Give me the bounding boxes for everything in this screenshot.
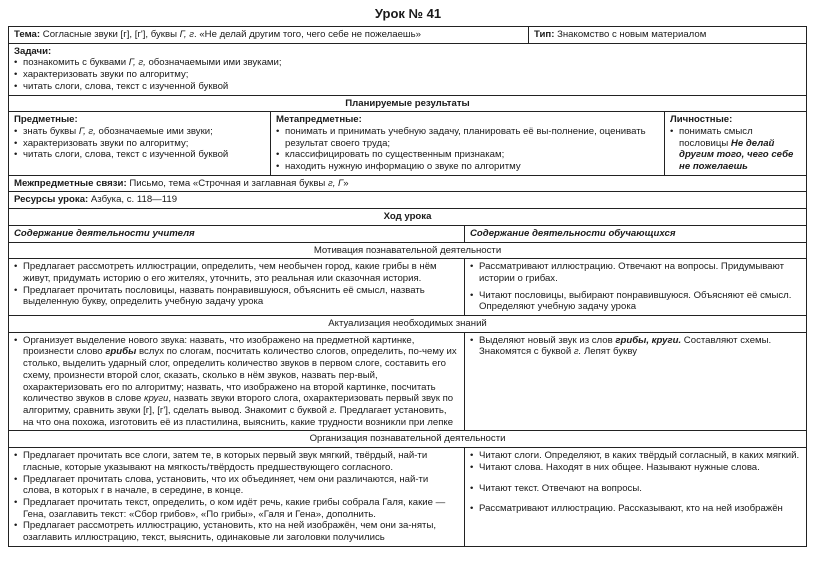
type-label: Тип: xyxy=(534,29,555,40)
student-activity-text: Лепят букву xyxy=(581,346,638,358)
section-title-cognitive-activity: Организация познавательной деятельности xyxy=(9,431,807,448)
lesson-plan-table xyxy=(8,26,807,547)
section-heading-row xyxy=(9,316,807,333)
teacher-activity-item: • Предлагает прочитать слова, установить, что их объединяет, чем они различаются, най-ти слова, в которых г в начале, в середине, в конце. xyxy=(14,474,459,497)
student-activity-text: Выделяют новый звук из слов xyxy=(479,334,616,346)
spacer xyxy=(470,474,801,483)
lesson-title: Урок № 41 xyxy=(374,6,442,21)
teacher-activity-word: круги xyxy=(143,393,169,405)
student-activity-text: Составляют схемы. Знакомятся с буквой xyxy=(479,334,772,358)
task-letters: Г, г, xyxy=(128,57,146,69)
teacher-activity-cell xyxy=(9,332,465,431)
task-text: характеризовать звуки по алгоритму; xyxy=(23,69,189,81)
subject-results-cell xyxy=(9,112,271,176)
subject-result-text: знать буквы xyxy=(23,125,79,137)
personal-result-item xyxy=(670,126,801,173)
student-activity-list xyxy=(470,335,801,358)
teacher-activity-item xyxy=(14,335,459,429)
teacher-activity-list xyxy=(14,261,459,308)
type-text: Знакомство с новым материалом xyxy=(557,29,707,40)
planned-results-row xyxy=(9,112,807,176)
subject-result-letters: Г, г, xyxy=(78,125,96,137)
topic-letters: Г, г xyxy=(179,29,194,40)
section-title-motivation: Мотивация познавательной деятельности xyxy=(9,242,807,259)
resources-label: Ресурсы урока: xyxy=(14,194,89,206)
student-activity-item xyxy=(470,335,801,358)
task-item xyxy=(14,81,801,93)
lesson-flow-heading: Ход урока xyxy=(9,209,807,226)
student-activity-item: • Читают слова. Находят в них общее. Называют нужные слова. xyxy=(470,462,801,474)
spacer xyxy=(470,494,801,503)
section-heading-row xyxy=(9,242,807,259)
meta-result-item: • находить нужную информацию о звуке по алгоритму xyxy=(276,161,659,173)
subject-results-list xyxy=(14,126,265,161)
teacher-activity-cell xyxy=(9,259,465,316)
student-activity-item: • Рассматривают иллюстрацию. Отвечают на вопросы. Придумывают истории о грибах. xyxy=(470,261,801,284)
student-activity-cell xyxy=(465,332,807,431)
task-text: читать слоги, слова, текст с изученной буквой xyxy=(23,80,229,92)
tasks-list xyxy=(14,57,801,92)
section-heading-row xyxy=(9,431,807,448)
meta-results-list xyxy=(276,126,659,173)
meta-results-label: Метапредметные: xyxy=(276,114,362,126)
teacher-activity-list xyxy=(14,335,459,429)
teacher-activity-list xyxy=(14,450,459,544)
student-activity-word: грибы, круги. xyxy=(615,334,682,346)
topic-label: Тема: xyxy=(14,29,41,40)
teacher-activity-text: Предлагает установить, на что она похожа, изготовить её из пластилина, выяснить, какие трудности возникли при лепке xyxy=(23,404,454,428)
planned-results-heading: Планируемые результаты xyxy=(9,95,807,112)
type-cell xyxy=(529,27,807,44)
student-activity-item: • Читают пословицы, выбирают понравившуюся. Объясняют её смысл. Определяют учебную задачу урока xyxy=(470,290,801,313)
task-item xyxy=(14,57,801,69)
interdisciplinary-row xyxy=(9,175,807,192)
teacher-activity-item: • Предлагает рассмотреть иллюстрацию, установить, кто на ней изображён, чем они за-няты, озаглавить иллюстрацию, текст, выяснить, одинаковые ли заголовки получились xyxy=(14,520,459,543)
resources-text: Азбука, с. 118—119 xyxy=(90,194,178,206)
subject-results-label: Предметные: xyxy=(14,114,78,126)
subject-result-text: обозначаемые ими звуки; xyxy=(95,125,213,137)
teacher-activity-item: • Предлагает рассмотреть иллюстрации, определить, чем необычен город, какие грибы в нём живут, придумать историю о его жителях, уточнить, это реальная или сказочная история. xyxy=(14,261,459,284)
student-activity-cell xyxy=(465,259,807,316)
subject-result-text: читать слоги, слова, текст с изученной буквой xyxy=(23,149,229,161)
teacher-column-header: Содержание деятельности учителя xyxy=(9,225,465,242)
section-row-motivation xyxy=(9,259,807,316)
task-text: обозначаемыми ими звуками; xyxy=(145,57,282,69)
student-activity-word: г. xyxy=(573,346,582,358)
planned-results-heading-row xyxy=(9,95,807,112)
topic-text-1: Согласные звуки [г], [г'], буквы xyxy=(42,29,177,40)
topic-row xyxy=(9,27,807,44)
teacher-activity-item: • Предлагает прочитать все слоги, затем те, в которых первый звук мягкий, твёрдый, най-ти гласные, которые указывают на мягкость/твёрдость предшествующего согласного. xyxy=(14,450,459,473)
student-activity-cell xyxy=(465,448,807,547)
student-activity-item: • Рассматривают иллюстрацию. Рассказывают, кто на ней изображён xyxy=(470,503,801,515)
task-text: познакомить с буквами xyxy=(23,57,129,69)
interdisciplinary-text-1: Письмо, тема «Строчная и заглавная буквы xyxy=(129,177,326,189)
subject-result-item xyxy=(14,126,265,138)
personal-results-list xyxy=(670,126,801,173)
personal-result-proverb: Не делай другим того, чего себе не пожелаешь xyxy=(679,137,794,173)
subject-result-text: характеризовать звуки по алгоритму; xyxy=(23,137,189,149)
teacher-activity-cell xyxy=(9,448,465,547)
teacher-activity-text: Организует выделение нового звука: назвать, что изображено на предметной картинке, произнести слово xyxy=(23,334,415,358)
student-activity-item: • Читают слоги. Определяют, в каких твёрдый согласный, в каких мягкий. xyxy=(470,450,801,462)
lesson-flow-columns-row xyxy=(9,225,807,242)
meta-result-item: • классифицировать по существенным признакам; xyxy=(276,149,659,161)
teacher-activity-item: • Предлагает прочитать текст, определить, о ком идёт речь, какие грибы собрала Галя, какие — Гена, озаглавить текст: «Сбор грибов», «По грибы», «Галя и Гена», дополнить. xyxy=(14,497,459,520)
interdisciplinary-label: Межпредметные связи: xyxy=(14,177,127,189)
section-row-actualization xyxy=(9,332,807,431)
personal-result-text: понимать смысл пословицы xyxy=(679,125,753,149)
teacher-activity-word: грибы xyxy=(105,346,137,358)
topic-cell xyxy=(9,27,529,44)
interdisciplinary-letters: г, Г xyxy=(327,177,344,189)
tasks-cell xyxy=(9,43,807,95)
student-activity-list xyxy=(470,450,801,515)
student-activity-item: • Читают текст. Отвечают на вопросы. xyxy=(470,483,801,495)
interdisciplinary-text-2: » xyxy=(343,177,349,189)
tasks-label: Задачи: xyxy=(14,45,52,57)
personal-results-label: Личностные: xyxy=(670,114,733,126)
teacher-activity-text: , назвать звуки второго слога, охарактеризовать первый звук по алгоритму, сравнить звуки [г], [г'], сделать вывод. Знакомит с буквой xyxy=(23,393,454,416)
teacher-activity-text: вслух по слогам, посчитать количество слогов, определить, по-чему их столько, выделить ударный слог, определить количество звуков в первом слоге, составить его схему, произнести второй слог, сказать, сколько в нём звуков, назвать пер-вый, охарактеризовать его по алгоритму; назвать, что изображено на второй картинке, посчитать количество звуков в слове xyxy=(23,346,457,405)
interdisciplinary-cell xyxy=(9,175,807,192)
teacher-activity-word: г. xyxy=(329,404,338,416)
meta-results-cell xyxy=(271,112,665,176)
personal-results-cell xyxy=(665,112,807,176)
resources-cell xyxy=(9,192,807,209)
subject-result-item xyxy=(14,149,265,161)
subject-result-item xyxy=(14,138,265,150)
task-item xyxy=(14,69,801,81)
student-activity-list xyxy=(470,261,801,313)
student-column-header: Содержание деятельности обучающихся xyxy=(465,225,807,242)
tasks-row xyxy=(9,43,807,95)
resources-row xyxy=(9,192,807,209)
section-title-actualization: Актуализация необходимых знаний xyxy=(9,316,807,333)
topic-text-2: . «Не делай другим того, чего себе не пожелаешь» xyxy=(193,29,421,40)
teacher-activity-item: • Предлагает прочитать пословицы, назвать понравившуюся, объяснить её смысл, назвать выделенную букву, определить учебную задачу урока xyxy=(14,285,459,308)
section-row-cognitive-activity xyxy=(9,448,807,547)
lesson-flow-heading-row xyxy=(9,209,807,226)
meta-result-item: • понимать и принимать учебную задачу, планировать её вы-полнение, оценивать результат своего труда; xyxy=(276,126,659,149)
